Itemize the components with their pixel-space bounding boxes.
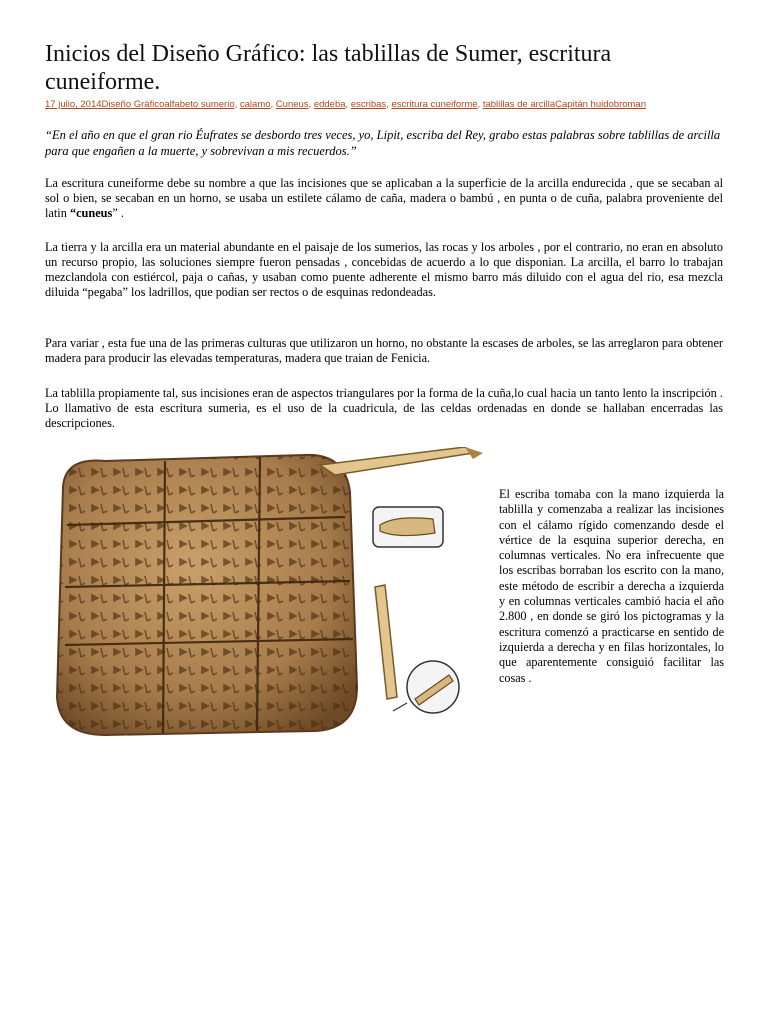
paragraph-text: ” . bbox=[112, 206, 124, 220]
scribe-method-text: El escriba tomaba con la mano izquierda la tablilla y comenzaba a realizar las incisiones con el cálamo rígido comenzando desde el vértice de la esquina superior derecha, en columnas verticales. No era infrecuente que los escribas borraban los escrito con la mano, este método de escribir a derecha a izquierda y en columnas verticales cambió hacia el año 2.800 , en donde se giró los pictogramas y la escritura comenzó a practicarse en sentido de izquierda a derecha y en filas horizontales, lo que aparentemente consiguió facilitar las cosas . bbox=[499, 487, 724, 685]
cuneus-term: “cuneus bbox=[69, 206, 113, 220]
stylus-tip-detail-icon bbox=[373, 507, 443, 547]
tag-link[interactable]: alfabeto sumerio bbox=[164, 99, 235, 110]
paragraph-text: La escritura cuneiforme debe su nombre a que las incisiones que se aplicaban a la superficie de la arcilla endurecida , que se secaban al sol o bien, se secaban en un horno, se usaba un estilete cálamo de caña, madera o bambú , en punta o de cuña, palabra proveniente del latin bbox=[45, 176, 723, 220]
category-link[interactable]: Diseño Gráfico bbox=[101, 99, 165, 110]
reed-stylus-icon bbox=[320, 447, 483, 475]
paragraph-clay-material: La tierra y la arcilla era un material abundante en el paisaje de los sumerios, las rocas y los arboles , por el contrario, no eran en absoluto un recurso propio, las soluciones siempre fueron pensadas , concebidas de acuerdo a lo que disponian. La arcilla, el barro lo trabajan mezclandola con estiércol, paja o cañas, y usaban como puente adherente el mismo barro más diluido con el agua del rio, esa mezcla diluida “pegaba” los ladrillos, que podian ser rectos o de esquinas redondeadas. bbox=[45, 240, 723, 299]
paragraph-cuneiform-origin bbox=[45, 176, 723, 221]
tag-link[interactable]: Cuneus bbox=[275, 99, 309, 110]
tablet-figure bbox=[45, 447, 485, 742]
tag-link[interactable]: eddeba bbox=[313, 99, 346, 110]
tag-link[interactable]: escribas bbox=[350, 99, 387, 110]
tag-link[interactable]: calamo bbox=[239, 99, 271, 110]
magnifier-detail-icon bbox=[393, 661, 459, 713]
article-title: Inicios del Diseño Gráfico: las tablillas de Sumer, escritura cuneiforme. bbox=[45, 41, 612, 95]
tag-link[interactable]: escritura cuneiforme bbox=[391, 99, 478, 110]
paragraph-tablet-grid: La tablilla propiamente tal, sus incisiones eran de aspectos triangulares por la forma de la cuña,lo cual hacia un tanto lento la inscripción . Lo llamativo de esta escritura sumeria, es el uso de la cuadricula, de las celdas ordenadas en donde se hallaban encerradas las descripciones. bbox=[45, 386, 723, 430]
upright-stylus-icon bbox=[375, 585, 397, 699]
opening-quote: “En el año en que el gran rio Éufrates se desbordo tres veces, yo, Lipit, escriba del Rey, grabo estas palabras sobre tablillas de arcilla para que engañen a la muerte, y sobrevivan a mis recuerdos.” bbox=[45, 128, 721, 158]
author-link[interactable]: Capitán huidobroman bbox=[555, 99, 646, 110]
article-meta: 17 julio, 2014Diseño Gráficoalfabeto sumerio, calamo, Cuneus, eddeba, escribas, escritura cuneiforme, tablillas de arcillaCapitán huidobroman bbox=[45, 99, 646, 110]
tag-link[interactable]: tablillas de arcilla bbox=[482, 99, 556, 110]
clay-tablet-illustration bbox=[57, 455, 357, 735]
paragraph-oven: Para variar , esta fue una de las primeras culturas que utilizaron un horno, no obstante la escases de arboles, se las arreglaron para obtener madera para producir las elevadas temperaturas, madera que traian de Fenicia. bbox=[45, 336, 723, 365]
post-date-link[interactable]: 17 julio, 2014 bbox=[45, 99, 102, 110]
